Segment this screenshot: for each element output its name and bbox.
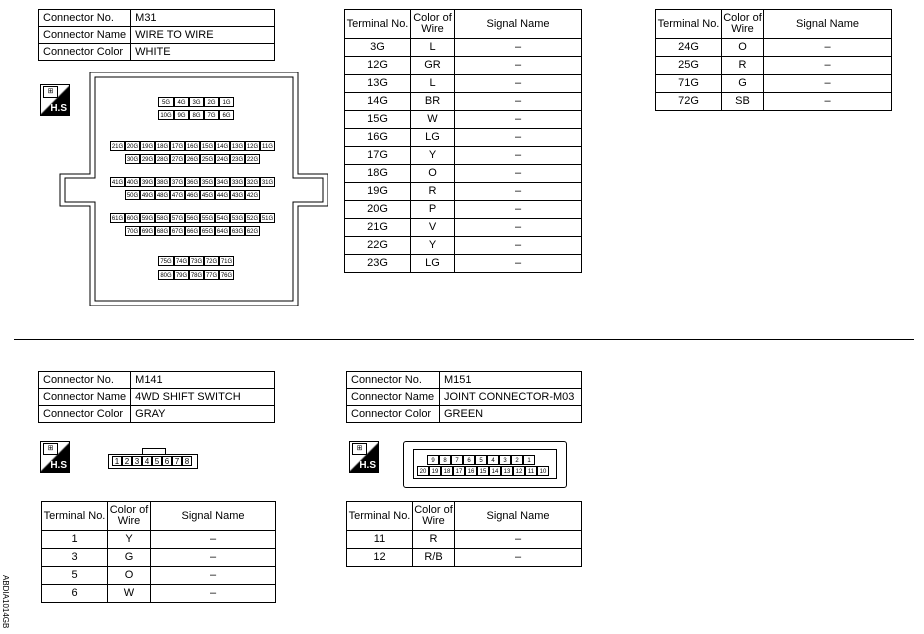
pin-12: 12 (513, 466, 525, 476)
pin-12G: 12G (245, 141, 260, 151)
wire-color-cell: W (108, 585, 151, 603)
pin-6G: 6G (219, 110, 234, 120)
signal-name-cell: – (455, 549, 582, 567)
pin-9G: 9G (174, 110, 189, 120)
hs-label: H.S (50, 460, 67, 471)
pin-78G: 78G (189, 270, 204, 280)
wire-color-cell: BR (411, 93, 455, 111)
connector-name-value: WIRE TO WIRE (131, 27, 275, 44)
pin-16: 16 (465, 466, 477, 476)
figure-id: ABDIA1014GB (1, 575, 10, 629)
pin-67G: 67G (170, 226, 185, 236)
table-row (345, 237, 582, 255)
signal-name-header: Signal Name (151, 502, 276, 531)
pin-3G: 3G (189, 97, 204, 107)
pin-18G: 18G (155, 141, 170, 151)
connector-color-value: GREEN (440, 406, 582, 423)
pin-4G: 4G (174, 97, 189, 107)
signal-name-header: Signal Name (764, 10, 892, 39)
pin-3: 3 (132, 456, 142, 466)
wire-color-cell: R/B (413, 549, 455, 567)
pin-11: 11 (525, 466, 537, 476)
pin-54G: 54G (215, 213, 230, 223)
table-row (345, 255, 582, 273)
terminal-no-cell: 5 (42, 567, 108, 585)
connector-name-value: 4WD SHIFT SWITCH (131, 389, 275, 406)
connector-color-value: WHITE (131, 44, 275, 61)
pin-75G: 75G (158, 256, 174, 266)
table-row (345, 147, 582, 165)
wire-color-cell: P (411, 201, 455, 219)
pin-13G: 13G (230, 141, 245, 151)
pin-14G: 14G (215, 141, 230, 151)
wire-color-cell: G (108, 549, 151, 567)
signal-name-cell: – (764, 39, 892, 57)
pin-20: 20 (417, 466, 429, 476)
pin-49G: 49G (140, 190, 155, 200)
pin-6: 6 (463, 455, 475, 465)
signal-name-cell: – (455, 201, 582, 219)
pin-4: 4 (487, 455, 499, 465)
m151-connector-info (346, 371, 582, 423)
table-row (345, 201, 582, 219)
connector-name-label: Connector Name (347, 389, 440, 406)
wire-color-cell: R (411, 183, 455, 201)
signal-name-cell: – (455, 183, 582, 201)
terminal-no-header: Terminal No. (345, 10, 411, 39)
pin-42G: 42G (245, 190, 260, 200)
pin-45G: 45G (200, 190, 215, 200)
pin-79G: 79G (174, 270, 189, 280)
wire-color-header: Color of Wire (108, 502, 151, 531)
pin-66G: 66G (185, 226, 200, 236)
pin-71G: 71G (219, 256, 234, 266)
m151-pin-row-top (427, 455, 535, 465)
pin-5G: 5G (158, 97, 174, 107)
pin-33G: 33G (230, 177, 245, 187)
signal-name-header: Signal Name (455, 502, 582, 531)
wire-color-cell: L (411, 39, 455, 57)
pin-59G: 59G (140, 213, 155, 223)
table-row (656, 57, 892, 75)
table-row (345, 75, 582, 93)
wire-color-cell: SB (722, 93, 764, 111)
terminal-no-cell: 20G (345, 201, 411, 219)
pin-14: 14 (489, 466, 501, 476)
connector-no-value: M31 (131, 10, 275, 27)
pin-65G: 65G (200, 226, 215, 236)
wire-color-cell: Y (411, 147, 455, 165)
pin-30G: 30G (125, 154, 140, 164)
pin-10G: 10G (158, 110, 174, 120)
signal-name-cell: – (455, 237, 582, 255)
wire-color-header: Color of Wire (413, 502, 455, 531)
terminal-no-cell: 19G (345, 183, 411, 201)
pin-43G: 43G (230, 190, 245, 200)
signal-name-cell: – (764, 75, 892, 93)
pin-64G: 64G (215, 226, 230, 236)
wire-color-cell: LG (411, 129, 455, 147)
pin-10: 10 (537, 466, 549, 476)
signal-name-cell: – (455, 39, 582, 57)
table-row (345, 165, 582, 183)
signal-name-cell: – (455, 147, 582, 165)
signal-name-cell: – (455, 93, 582, 111)
pin-32G: 32G (245, 177, 260, 187)
connector-color-label: Connector Color (347, 406, 440, 423)
pin-38G: 38G (155, 177, 170, 187)
signal-name-cell: – (151, 531, 276, 549)
hs-label: H.S (359, 460, 376, 471)
terminal-no-header: Terminal No. (656, 10, 722, 39)
connector-name-label: Connector Name (39, 27, 131, 44)
pin-63G: 63G (230, 226, 245, 236)
table-row (656, 93, 892, 111)
terminal-no-cell: 12G (345, 57, 411, 75)
m31-connector-info (38, 9, 275, 61)
pin-37G: 37G (170, 177, 185, 187)
pin-2: 2 (122, 456, 132, 466)
signal-name-cell: – (455, 531, 582, 549)
m151-pin-row-bottom (417, 466, 549, 476)
pin-48G: 48G (155, 190, 170, 200)
terminal-no-cell: 1 (42, 531, 108, 549)
pin-9: 9 (427, 455, 439, 465)
terminal-no-cell: 12 (347, 549, 413, 567)
terminal-no-cell: 3 (42, 549, 108, 567)
m141-connector-latch (142, 448, 166, 455)
pin-8: 8 (439, 455, 451, 465)
pin-73G: 73G (189, 256, 204, 266)
pin-15G: 15G (200, 141, 215, 151)
terminal-no-cell: 13G (345, 75, 411, 93)
pin-11G: 11G (260, 141, 275, 151)
connector-color-label: Connector Color (39, 406, 131, 423)
wire-color-header: Color of Wire (411, 10, 455, 39)
table-row (42, 549, 276, 567)
pin-76G: 76G (219, 270, 234, 280)
table-row (42, 585, 276, 603)
terminal-no-cell: 15G (345, 111, 411, 129)
terminal-no-cell: 23G (345, 255, 411, 273)
pin-1G: 1G (219, 97, 234, 107)
table-row (42, 531, 276, 549)
harness-side-icon (349, 441, 379, 473)
table-row (345, 129, 582, 147)
pin-24G: 24G (215, 154, 230, 164)
signal-name-cell: – (151, 549, 276, 567)
pin-17: 17 (453, 466, 465, 476)
pin-25G: 25G (200, 154, 215, 164)
pin-8: 8 (182, 456, 192, 466)
pin-29G: 29G (140, 154, 155, 164)
terminal-no-cell: 6 (42, 585, 108, 603)
pin-21G: 21G (110, 141, 125, 151)
m141-connector-info (38, 371, 275, 423)
terminal-no-cell: 11 (347, 531, 413, 549)
m141-terminal-table (41, 501, 276, 603)
pin-44G: 44G (215, 190, 230, 200)
wire-color-cell: O (722, 39, 764, 57)
wire-color-cell: O (108, 567, 151, 585)
pin-31G: 31G (260, 177, 275, 187)
pin-16G: 16G (185, 141, 200, 151)
wire-color-header: Color of Wire (722, 10, 764, 39)
m31-terminal-table-1 (344, 9, 582, 273)
signal-name-cell: – (455, 165, 582, 183)
table-row (656, 75, 892, 93)
table-row (345, 39, 582, 57)
connector-name-value: JOINT CONNECTOR-M03 (440, 389, 582, 406)
signal-name-cell: – (764, 93, 892, 111)
table-row (347, 549, 582, 567)
pin-23G: 23G (230, 154, 245, 164)
pin-70G: 70G (125, 226, 140, 236)
pin-1: 1 (112, 456, 122, 466)
table-row (345, 219, 582, 237)
terminal-no-cell: 14G (345, 93, 411, 111)
terminal-no-cell: 21G (345, 219, 411, 237)
table-row (656, 39, 892, 57)
signal-name-cell: – (455, 255, 582, 273)
pin-5: 5 (152, 456, 162, 466)
terminal-no-cell: 17G (345, 147, 411, 165)
table-row (345, 111, 582, 129)
pin-36G: 36G (185, 177, 200, 187)
wire-color-cell: Y (411, 237, 455, 255)
pin-4: 4 (142, 456, 152, 466)
signal-name-cell: – (151, 585, 276, 603)
signal-name-cell: – (455, 57, 582, 75)
connector-glyph: ⊞ (43, 86, 58, 98)
wire-color-cell: LG (411, 255, 455, 273)
terminal-no-cell: 24G (656, 39, 722, 57)
terminal-no-cell: 72G (656, 93, 722, 111)
wire-color-cell: R (413, 531, 455, 549)
terminal-no-header: Terminal No. (347, 502, 413, 531)
pin-69G: 69G (140, 226, 155, 236)
pin-46G: 46G (185, 190, 200, 200)
wire-color-cell: O (411, 165, 455, 183)
pin-1: 1 (523, 455, 535, 465)
pin-22G: 22G (245, 154, 260, 164)
terminal-no-cell: 16G (345, 129, 411, 147)
m141-pin-row (112, 456, 192, 466)
pin-20G: 20G (125, 141, 140, 151)
pin-8G: 8G (189, 110, 204, 120)
connector-no-value: M151 (440, 372, 582, 389)
wire-color-cell: Y (108, 531, 151, 549)
pin-2G: 2G (204, 97, 219, 107)
harness-side-icon (40, 441, 70, 473)
wire-color-cell: G (722, 75, 764, 93)
terminal-no-cell: 3G (345, 39, 411, 57)
wire-color-cell: GR (411, 57, 455, 75)
connector-glyph: ⊞ (43, 443, 58, 455)
connector-no-label: Connector No. (39, 10, 131, 27)
connector-no-label: Connector No. (347, 372, 440, 389)
wire-color-cell: W (411, 111, 455, 129)
section-divider (14, 339, 914, 340)
pin-3: 3 (499, 455, 511, 465)
pin-51G: 51G (260, 213, 275, 223)
pin-18: 18 (441, 466, 453, 476)
terminal-no-cell: 71G (656, 75, 722, 93)
table-row (345, 183, 582, 201)
pin-53G: 53G (230, 213, 245, 223)
terminal-no-cell: 22G (345, 237, 411, 255)
table-row (345, 93, 582, 111)
signal-name-cell: – (455, 219, 582, 237)
pin-50G: 50G (125, 190, 140, 200)
m151-connector-face (403, 441, 567, 488)
hs-label: H.S (50, 103, 67, 114)
pin-57G: 57G (170, 213, 185, 223)
terminal-no-cell: 18G (345, 165, 411, 183)
terminal-no-header: Terminal No. (42, 502, 108, 531)
pin-68G: 68G (155, 226, 170, 236)
pin-13: 13 (501, 466, 513, 476)
wire-color-cell: L (411, 75, 455, 93)
pin-7: 7 (451, 455, 463, 465)
pin-40G: 40G (125, 177, 140, 187)
pin-62G: 62G (245, 226, 260, 236)
pin-15: 15 (477, 466, 489, 476)
wire-color-cell: V (411, 219, 455, 237)
signal-name-cell: – (151, 567, 276, 585)
signal-name-header: Signal Name (455, 10, 582, 39)
pin-35G: 35G (200, 177, 215, 187)
pin-41G: 41G (110, 177, 125, 187)
pin-17G: 17G (170, 141, 185, 151)
connector-glyph: ⊞ (352, 443, 367, 455)
terminal-no-cell: 25G (656, 57, 722, 75)
pin-77G: 77G (204, 270, 219, 280)
m151-terminal-table (346, 501, 582, 567)
wire-color-cell: R (722, 57, 764, 75)
pin-55G: 55G (200, 213, 215, 223)
pin-58G: 58G (155, 213, 170, 223)
connector-name-label: Connector Name (39, 389, 131, 406)
pin-7: 7 (172, 456, 182, 466)
pin-39G: 39G (140, 177, 155, 187)
pin-19: 19 (429, 466, 441, 476)
signal-name-cell: – (455, 111, 582, 129)
connector-no-value: M141 (131, 372, 275, 389)
pin-60G: 60G (125, 213, 140, 223)
m31-terminal-table-2 (655, 9, 892, 111)
pin-56G: 56G (185, 213, 200, 223)
signal-name-cell: – (455, 129, 582, 147)
signal-name-cell: – (455, 75, 582, 93)
connector-color-label: Connector Color (39, 44, 131, 61)
pin-28G: 28G (155, 154, 170, 164)
table-row (347, 531, 582, 549)
m141-connector-face (108, 454, 198, 469)
pin-47G: 47G (170, 190, 185, 200)
pin-61G: 61G (110, 213, 125, 223)
pin-19G: 19G (140, 141, 155, 151)
table-row (345, 57, 582, 75)
connector-color-value: GRAY (131, 406, 275, 423)
pin-26G: 26G (185, 154, 200, 164)
pin-27G: 27G (170, 154, 185, 164)
pin-34G: 34G (215, 177, 230, 187)
pin-6: 6 (162, 456, 172, 466)
pin-5: 5 (475, 455, 487, 465)
pin-80G: 80G (158, 270, 174, 280)
pin-72G: 72G (204, 256, 219, 266)
table-row (42, 567, 276, 585)
connector-no-label: Connector No. (39, 372, 131, 389)
pin-2: 2 (511, 455, 523, 465)
pin-74G: 74G (174, 256, 189, 266)
pin-52G: 52G (245, 213, 260, 223)
signal-name-cell: – (764, 57, 892, 75)
pin-7G: 7G (204, 110, 219, 120)
